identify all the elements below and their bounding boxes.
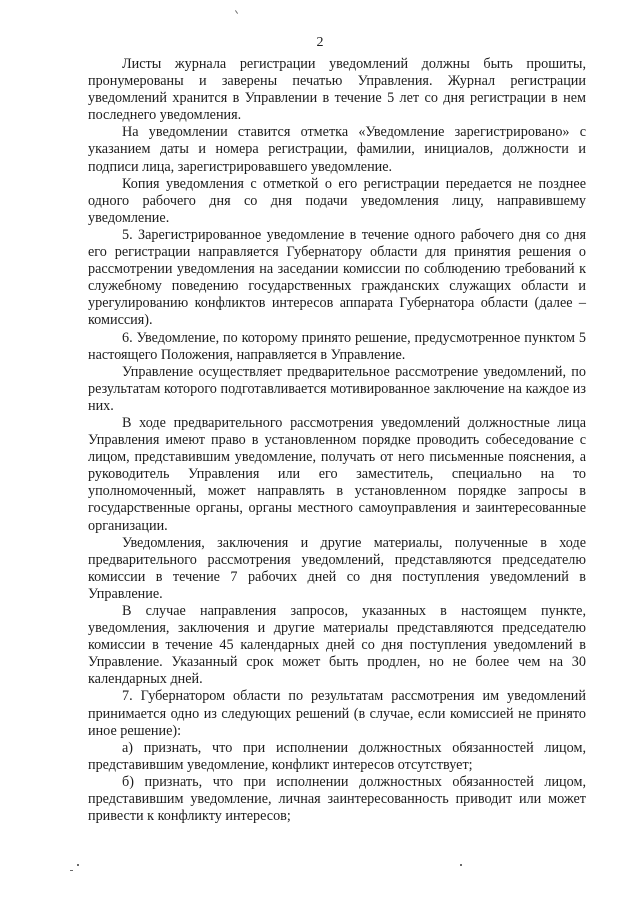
paragraph-journal-sheets: Листы журнала регистрации уведомлений должны быть прошиты, пронумерованы и заверены печатью Управления. Журнал регистрации уведомлений хранится в Управлении в течение 5 лет со дня регистрации в нем последнего уведомления. [88,56,586,124]
scan-mark-top [235,10,238,14]
document-body [88,56,586,825]
page-number: 2 [316,35,324,50]
paragraph-decision-a: а) признать, что при исполнении должностных обязанностей лицом, представившим уведомление, конфликт интересов отсутствует; [88,739,586,773]
paragraph-item-6: 6. Уведомление, по которому принято решение, предусмотренное пунктом 5 настоящего Положения, направляется в Управление. [88,329,586,363]
paragraph-preliminary-review: Управление осуществляет предварительное рассмотрение уведомлений, по результатам которого подготавливается мотивированное заключение на каждое из них. [88,363,586,414]
scan-speck-bottom-right [460,864,462,866]
paragraph-review-rights: В ходе предварительного рассмотрения уведомлений должностные лица Управления имеют право в установленном порядке проводить собеседование с лицом, представившим уведомление, получать от него письменные пояснения, а руководитель Управления или его заместитель, специально на то уполномоченный, может направлять в установленном порядке запросы в государственные органы, органы местного самоуправления и заинтересованные организации. [88,414,586,534]
paragraph-registration-mark: На уведомлении ставится отметка «Уведомление зарегистрировано» с указанием даты и номера регистрации, фамилии, инициалов, должности и подписи лица, зарегистрировавшего уведомление. [88,124,586,175]
paragraph-item-5: 5. Зарегистрированное уведомление в течение одного рабочего дня со дня его регистрации направляется Губернатору области для принятия решения о рассмотрении уведомления на заседании комиссии по соблюдению требований к служебному поведению государственных гражданских служащих области и урегулированию конфликтов интересов аппарата Губернатора области (далее – комиссия). [88,226,586,329]
paragraph-materials-7-days: Уведомления, заключения и другие материалы, полученные в ходе предварительного рассмотрения уведомлений, представляются председателю комиссии в течение 7 рабочих дней со дня поступления уведомлений в Управление. [88,534,586,602]
scan-speck-bottom-left-2 [70,870,73,871]
paragraph-item-7: 7. Губернатором области по результатам рассмотрения им уведомлений принимается одно из следующих решений (в случае, если комиссией не принято иное решение): [88,688,586,739]
paragraph-materials-45-days: В случае направления запросов, указанных в настоящем пункте, уведомления, заключения и другие материалы представляются председателю комиссии в течение 45 календарных дней со дня поступления уведомлений в Управление. Указанный срок может быть продлен, но не более чем на 30 календарных дней. [88,603,586,688]
scan-speck-bottom-left [77,864,79,866]
paragraph-decision-b: б) признать, что при исполнении должностных обязанностей лицом, представившим уведомление, личная заинтересованность приводит или может привести к конфликту интересов; [88,773,586,825]
paragraph-notice-copy: Копия уведомления с отметкой о его регистрации передается не позднее одного рабочего дня со дня подачи уведомления лицу, направившему уведомление. [88,175,586,226]
